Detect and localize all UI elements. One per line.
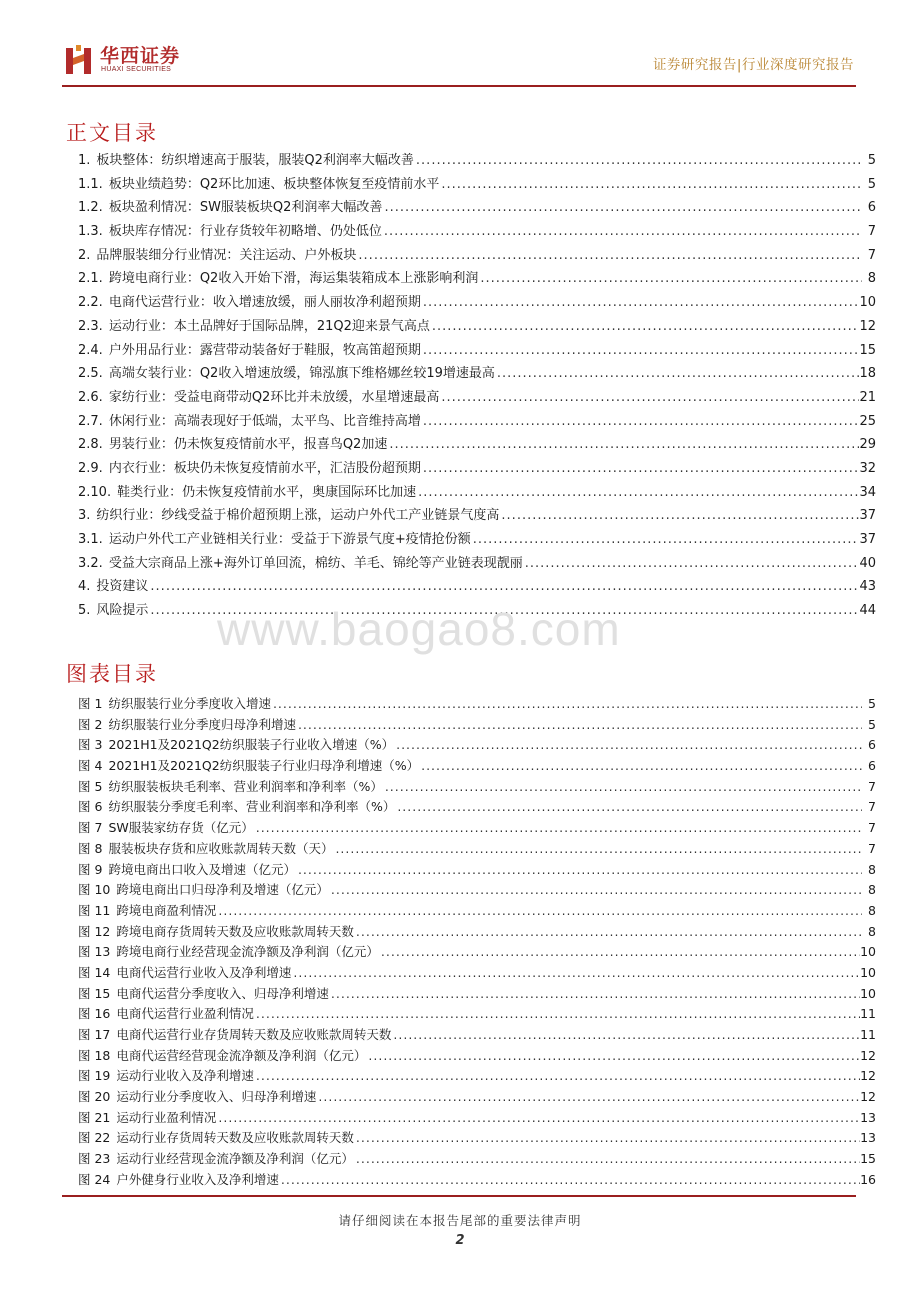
figure-entry-number: 图 20 [78,1089,111,1105]
figure-entry-leader-dots [254,820,862,835]
toc-entry-leader-dots [148,579,859,594]
toc-entry-number: 2.9. [78,460,103,476]
toc-entry-page: 21 [859,389,876,405]
figure-entry-page: 8 [868,882,876,898]
figure-entry-label: 电商代运营经营现金流净额及净利润（亿元） [116,1047,367,1063]
figure-entry-leader-dots [316,1089,860,1104]
toc-entry-page: 32 [859,460,876,476]
toc-entry-label: 户外用品行业：露营带动装备好于鞋服，牧高笛超预期 [108,342,421,358]
toc-entry-number: 1.2. [78,200,103,216]
toc-entry-page: 34 [859,484,876,500]
toc-entry-number: 2.3. [78,318,103,334]
toc-entry-number: 2.7. [78,413,103,429]
toc-entry-page: 25 [859,413,876,429]
toc-entry-label: 板块盈利情况：SW服装板块Q2利润率大幅改善 [108,200,383,216]
figure-entry[interactable] [78,1025,876,1046]
figure-entry-label: 跨境电商出口归母净利及增速（亿元） [116,882,329,898]
figure-entry-label: 跨境电商出口收入及增速（亿元） [108,861,296,877]
toc-entry-label: 板块业绩趋势：Q2环比加速、板块整体恢复至疫情前水平 [108,176,440,192]
toc-entry-leader-dots [421,343,860,358]
figure-entry-leader-dots [296,862,862,877]
toc-entry-label: 男装行业：仍未恢复疫情前水平，报喜鸟Q2加速 [108,437,388,453]
figure-entry-number: 图 16 [78,1006,111,1022]
figure-entry[interactable] [78,1087,876,1108]
toc-entry-label: 板块库存情况：行业存货较年初略增、仍处低位 [108,224,382,240]
figure-entry-page: 11 [860,1027,876,1042]
figure-entry[interactable] [78,1128,876,1149]
toc-entry-leader-dots [439,177,862,192]
figure-entry-label: 2021H1及2021Q2纺织服装子行业归母净利增速（%） [108,758,420,774]
toc-entry-page: 8 [867,271,876,287]
toc-entry-leader-dots [382,224,862,239]
figure-entry-number: 图 18 [78,1047,111,1063]
figure-entry-leader-dots [354,924,862,939]
toc-entry-leader-dots [439,390,859,405]
figure-entry[interactable] [78,942,876,963]
figure-entry-leader-dots [254,1006,860,1021]
toc-entry-label: 家纺行业：受益电商带动Q2环比并未放缓，水星增速最高 [108,389,440,405]
toc-entry[interactable] [78,173,876,197]
header-divider [62,85,856,87]
toc-entry[interactable] [78,528,876,552]
toc-entry-leader-dots [478,271,862,286]
figure-entry[interactable] [78,756,876,777]
figure-entry-page: 5 [868,716,876,732]
figure-entry-label: 电商代运营行业盈利情况 [116,1006,254,1022]
table-of-contents [78,149,876,623]
figure-entry-label: 电商代运营分季度收入、归母净利增速 [116,985,329,1001]
figure-entry-leader-dots [391,1027,860,1042]
toc-entry-leader-dots [499,508,859,523]
figure-entry-number: 图 22 [78,1130,111,1146]
figure-entry-number: 图 6 [78,799,103,815]
figure-entry-leader-dots [333,841,862,856]
figure-entry[interactable] [78,1170,876,1191]
huaxi-logo-icon [64,44,94,76]
figure-entry-page: 10 [860,944,876,960]
figure-entry-leader-dots [254,1068,860,1083]
toc-entry-label: 电商代运营行业：收入增速放缓，丽人丽妆净利超预期 [108,295,421,311]
toc-entry-number: 5. [78,603,91,619]
toc-entry-leader-dots [421,295,860,310]
figure-entry-page: 8 [868,923,876,939]
toc-title: 正文目录 [66,121,158,145]
figure-entry-page: 10 [860,985,876,1001]
logo-name-cn: 华西证券 [100,45,181,67]
figure-entry[interactable] [78,1004,876,1025]
toc-entry-page: 6 [867,200,876,216]
figure-entry-number: 图 21 [78,1109,111,1125]
toc-entry[interactable] [78,504,876,528]
toc-entry[interactable] [78,220,876,244]
figure-entry-page: 7 [868,820,876,836]
figure-entry-label: 跨境电商盈利情况 [116,902,217,918]
toc-entry-label: 高端女装行业：Q2收入增速放缓，锦泓旗下维格娜丝较19增速最高 [108,366,495,382]
toc-entry-label: 风险提示 [96,603,149,619]
figure-entry-number: 图 13 [78,944,111,960]
figure-entry-number: 图 7 [78,820,103,836]
figure-entry-leader-dots [394,737,862,752]
toc-entry-label: 休闲行业：高端表现好于低端，太平鸟、比音维持高增 [108,413,421,429]
figure-entry-number: 图 2 [78,716,103,732]
figure-entry-label: SW服装家纺存货（亿元） [108,820,254,836]
toc-entry-page: 44 [859,603,876,619]
toc-entry-page: 5 [867,176,876,192]
figure-entry-leader-dots [216,903,862,918]
figure-entry[interactable] [78,839,876,860]
figure-entry-leader-dots [271,696,862,711]
toc-entry-page: 43 [859,579,876,595]
figure-entry-label: 纺织服装行业分季度归母净利增速 [108,716,296,732]
figure-entry-number: 图 23 [78,1151,111,1167]
figure-entry-leader-dots [379,944,860,959]
toc-entry-page: 7 [867,247,876,263]
figure-entry-number: 图 4 [78,758,103,774]
toc-entry-label: 投资建议 [96,579,149,595]
toc-entry[interactable] [78,149,876,173]
toc-entry-number: 1. [78,153,91,168]
figure-entry-page: 7 [868,840,876,856]
figure-entry-label: 纺织服装分季度毛利率、营业利润率和净利率（%） [108,799,396,815]
figure-entry[interactable] [78,963,876,984]
report-type-label: 证券研究报告|行业深度研究报告 [652,57,854,73]
toc-entry-leader-dots [421,414,860,429]
figure-entry[interactable] [78,1046,876,1067]
figure-entry-label: 运动行业收入及净利增速 [116,1068,254,1084]
figure-entry-number: 图 14 [78,964,111,980]
toc-entry-label: 品牌服装细分行业情况：关注运动、户外板块 [96,247,357,263]
figure-entry-leader-dots [419,758,862,773]
figure-entry[interactable] [78,984,876,1005]
figure-entry-leader-dots [279,1172,860,1187]
toc-entry-label: 运动行业：本土品牌好于国际品牌，21Q2迎来景气高点 [108,318,430,334]
figure-entry-number: 图 9 [78,861,103,877]
figure-entry-page: 12 [860,1089,876,1105]
page-number: 2 [455,1233,465,1248]
figure-entry[interactable] [78,715,876,736]
figure-entry[interactable] [78,777,876,798]
figure-entry[interactable] [78,735,876,756]
watermark: www.baogao8.com [217,603,621,655]
figure-entry-label: 纺织服装行业分季度收入增速 [108,696,271,711]
figure-entry[interactable] [78,694,876,715]
figure-entry[interactable] [78,1066,876,1087]
toc-entry-leader-dots [523,556,860,571]
figure-entry[interactable] [78,860,876,881]
toc-entry[interactable] [78,457,876,481]
figure-entry-label: 电商代运营行业收入及净利增速 [116,964,292,980]
toc-entry[interactable] [78,339,876,363]
figure-entry-page: 6 [868,758,876,774]
toc-entry-label: 板块整体：纺织增速高于服装，服装Q2利润率大幅改善 [96,153,414,168]
legal-notice: 请仔细阅读在本报告尾部的重要法律声明 [338,1213,582,1228]
footer-divider [62,1195,856,1197]
figure-entry-label: 运动行业经营现金流净额及净利润（亿元） [116,1151,354,1167]
figure-entry-label: 运动行业存货周转天数及应收账款周转天数 [116,1130,354,1146]
figure-entry-label: 纺织服装板块毛利率、营业利润率和净利率（%） [108,778,383,794]
toc-entry-leader-dots [416,485,859,500]
figure-entry-leader-dots [383,779,862,794]
figure-entry[interactable] [78,818,876,839]
figure-entry[interactable] [78,880,876,901]
toc-entry[interactable] [78,552,876,576]
logo-name-en: HUAXI SECURITIES [101,66,172,73]
figure-entry-leader-dots [216,1110,860,1125]
toc-entry-leader-dots [387,437,859,452]
figure-entry-leader-dots [366,1048,860,1063]
toc-entry-leader-dots [414,153,862,168]
figure-entry-number: 图 12 [78,923,111,939]
figure-entry[interactable] [78,922,876,943]
toc-entry-page: 37 [859,508,876,524]
figure-entry-number: 图 15 [78,985,111,1001]
toc-entry[interactable] [78,386,876,410]
toc-entry[interactable] [78,410,876,434]
toc-entry-label: 跨境电商行业：Q2收入开始下滑，海运集装箱成本上涨影响利润 [108,271,479,287]
toc-entry-number: 2.6. [78,389,103,405]
figure-entry-number: 图 17 [78,1027,111,1042]
toc-entry-page: 29 [859,437,876,453]
figure-entry-label: 跨境电商存货周转天数及应收账款周转天数 [116,923,354,939]
toc-entry-label: 纺织行业：纱线受益于棉价超预期上涨，运动户外代工产业链景气度高 [96,508,500,524]
toc-entry-page: 18 [859,366,876,382]
figure-entry-page: 5 [868,696,876,711]
toc-entry-leader-dots [430,319,860,334]
toc-entry-leader-dots [421,461,860,476]
toc-entry-label: 内衣行业：板块仍未恢复疫情前水平，汇洁股份超预期 [108,460,421,476]
figure-entry-page: 10 [860,964,876,980]
toc-entry-number: 2.2. [78,295,103,311]
figure-entry-page: 8 [868,861,876,877]
figure-entry-page: 13 [860,1109,876,1125]
toc-entry-number: 4. [78,579,91,595]
toc-entry-page: 40 [859,555,876,571]
toc-entry-label: 鞋类行业：仍未恢复疫情前水平，奥康国际环比加速 [117,484,417,500]
figure-entry-leader-dots [354,1151,860,1166]
figure-entry-number: 图 1 [78,696,103,711]
toc-entry-number: 2.10. [78,484,112,500]
toc-entry-leader-dots [471,532,860,547]
figure-entry-leader-dots [296,717,862,732]
toc-entry-page: 7 [867,224,876,240]
figure-entry-number: 图 11 [78,902,111,918]
toc-entry-leader-dots [356,248,862,263]
figure-entry-page: 16 [860,1171,876,1187]
figure-entry-leader-dots [291,965,860,980]
toc-entry-number: 3.2. [78,555,103,571]
figure-entry-number: 图 10 [78,882,111,898]
figure-entry-label: 运动行业分季度收入、归母净利增速 [116,1089,317,1105]
figure-entry-number: 图 3 [78,737,103,753]
toc-entry-number: 1.1. [78,176,103,192]
figure-entry-page: 6 [868,737,876,753]
figure-entry-label: 跨境电商行业经营现金流净额及净利润（亿元） [116,944,379,960]
figure-entry-leader-dots [395,799,862,814]
figure-entry-number: 图 24 [78,1171,111,1187]
figure-entry-label: 运动行业盈利情况 [116,1109,217,1125]
toc-entry-leader-dots [382,200,862,215]
figure-entry-page: 11 [860,1006,876,1022]
toc-entry[interactable] [78,481,876,505]
toc-entry-number: 2.4. [78,342,103,358]
figures-list [78,694,876,1191]
figure-entry-page: 8 [868,902,876,918]
toc-entry-page: 5 [867,153,876,168]
toc-entry-label: 受益大宗商品上涨+海外订单回流，棉纺、羊毛、锦纶等产业链表现靓丽 [108,555,523,571]
toc-entry[interactable] [78,244,876,268]
figure-entry-number: 图 19 [78,1068,111,1084]
figure-entry-leader-dots [329,882,862,897]
toc-entry-number: 3. [78,508,91,524]
figure-entry[interactable] [78,1108,876,1129]
figure-entry-leader-dots [329,986,860,1001]
toc-entry-number: 2.1. [78,271,103,287]
figure-entry-page: 7 [868,778,876,794]
figures-toc-title: 图表目录 [66,662,158,686]
figure-entry-page: 12 [860,1068,876,1084]
toc-entry[interactable] [78,362,876,386]
toc-entry-page: 12 [859,318,876,334]
toc-entry-number: 1.3. [78,224,103,240]
figure-entry-label: 2021H1及2021Q2纺织服装子行业收入增速（%） [108,737,395,753]
toc-entry[interactable] [78,433,876,457]
toc-entry-page: 10 [859,295,876,311]
toc-entry[interactable] [78,575,876,599]
figure-entry-page: 12 [860,1047,876,1063]
figure-entry-label: 电商代运营行业存货周转天数及应收账款周转天数 [116,1027,392,1042]
toc-entry-number: 3.1. [78,532,103,547]
figure-entry-label: 户外健身行业收入及净利增速 [116,1171,279,1187]
toc-entry-number: 2. [78,247,91,263]
figure-entry-page: 13 [860,1130,876,1146]
toc-entry-label: 运动户外代工产业链相关行业：受益于下游景气度+疫情抢份额 [108,532,471,547]
figure-entry-number: 图 8 [78,840,103,856]
figure-entry[interactable] [78,901,876,922]
toc-entry-number: 2.5. [78,366,103,382]
toc-entry-leader-dots [495,366,860,381]
toc-entry[interactable] [78,196,876,220]
toc-entry-page: 37 [859,532,876,547]
toc-entry-page: 15 [859,342,876,358]
figure-entry[interactable] [78,797,876,818]
toc-entry-number: 2.8. [78,437,103,453]
toc-entry[interactable] [78,291,876,315]
figure-entry-label: 服装板块存货和应收账款周转天数（天） [108,840,334,856]
figure-entry-page: 15 [860,1151,876,1167]
figure-entry-leader-dots [354,1130,860,1145]
report-header [0,0,920,90]
figure-entry-number: 图 5 [78,778,103,794]
toc-entry[interactable] [78,267,876,291]
figure-entry[interactable] [78,1149,876,1170]
figure-entry-page: 7 [868,799,876,815]
toc-entry[interactable] [78,315,876,339]
